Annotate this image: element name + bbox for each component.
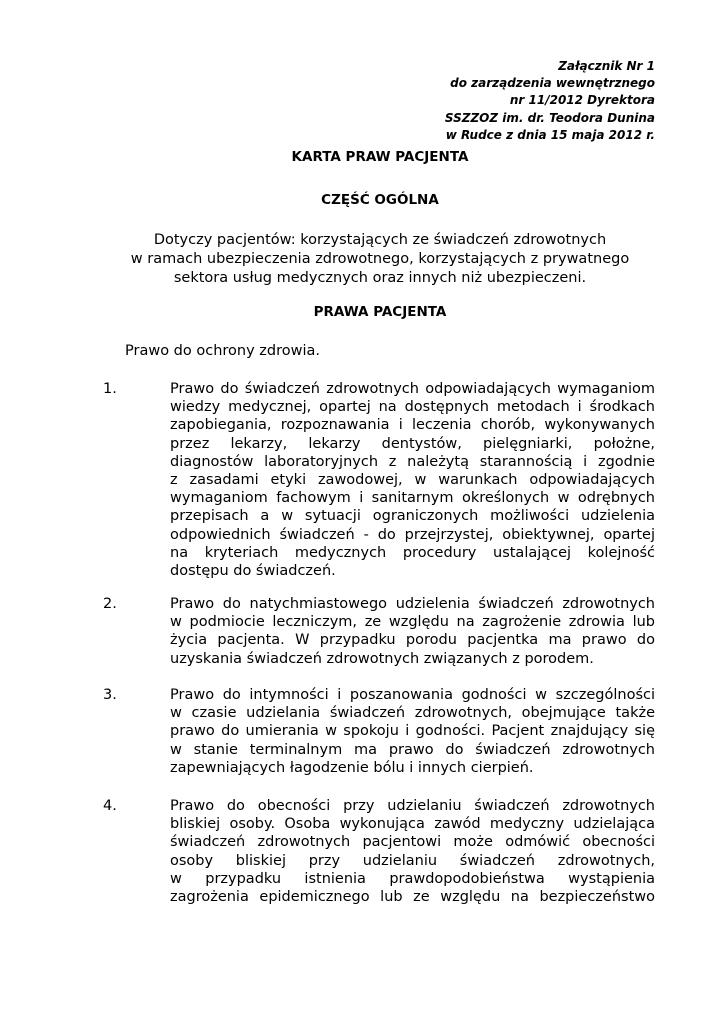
item-line: w podmiocie leczniczym, ze względu na zagrożenie zdrowia lub [170, 614, 655, 631]
item-line: zapewniających łagodzenie bólu i innych cierpień. [170, 759, 534, 776]
attachment-line: Załącznik Nr 1 [558, 59, 655, 73]
item-line: uzyskania świadczeń zdrowotnych związanych z porodem. [170, 650, 594, 667]
item-line: na kryteriach medycznych procedury ustalającej kolejność [170, 544, 655, 561]
item-line: życia pacjenta. W przypadku porodu pacjentka ma prawo do [170, 632, 655, 649]
attachment-note [445, 58, 655, 144]
item-text [170, 797, 655, 906]
item-line: przez lekarzy, lekarzy dentystów, pielęgniarki, położne, [170, 435, 655, 452]
item-number: 1. [103, 381, 117, 397]
item-text [170, 595, 655, 668]
item-number: 3. [103, 687, 117, 703]
subheading: Prawo do ochrony zdrowia. [125, 343, 320, 359]
item-line: prawo do umierania w spokoju i godności. Pacjent znajdujący się [170, 723, 655, 740]
section-title: CZĘŚĆ OGÓLNA [321, 192, 439, 208]
intro-line: Dotyczy pacjentów: korzystających ze świadczeń zdrowotnych [153, 232, 607, 248]
item-line: bliskiej osoby. Osoba wykonująca zawód medyczny udzielająca [170, 816, 655, 833]
item-line: Prawo do natychmiastowego udzielenia świadczeń zdrowotnych [170, 596, 655, 612]
item-line: dostępu do świadczeń. [170, 562, 336, 579]
item-line: zagrożenia epidemicznego lub ze względu na bezpieczeństwo [170, 888, 655, 905]
item-line: osoby bliskiej przy udzielaniu świadczeń zdrowotnych, [170, 852, 655, 869]
attachment-line: SSZZOZ im. dr. Teodora Dunina [444, 110, 655, 125]
item-line: diagnostów laboratoryjnych z należytą starannością i zgodnie [170, 453, 655, 470]
item-line: w przypadku istnienia prawdopodobieństwa wystąpienia [170, 870, 655, 887]
item-number: 2. [103, 596, 117, 612]
item-line: w stanie terminalnym ma prawo do świadczeń zdrowotnych [170, 741, 655, 758]
intro-paragraph [0, 231, 725, 288]
attachment-line: do zarządzenia wewnętrznego [450, 76, 655, 91]
rights-title: PRAWA PACJENTA [313, 304, 447, 320]
item-line: Prawo do intymności i poszanowania godności w szczególności [170, 687, 655, 703]
attachment-line: nr 11/2012 Dyrektora [509, 93, 655, 108]
item-text [170, 686, 655, 777]
intro-line: sektora usług medycznych oraz innych niż ubezpieczeni. [173, 270, 587, 286]
item-text [170, 380, 655, 580]
attachment-line: w Rudce z dnia 15 maja 2012 r. [445, 127, 655, 142]
item-line: świadczeń zdrowotnych pacjentowi może odmówić obecności [170, 834, 655, 851]
document-title: KARTA PRAW PACJENTA [291, 149, 469, 165]
item-line: w czasie udzielania świadczeń zdrowotnych, obejmujące także [170, 705, 655, 722]
item-line: z zasadami etyki zawodowej, w warunkach odpowiadających [170, 471, 655, 488]
item-line: wiedzy medycznej, opartej na dostępnych metodach i środkach [170, 399, 655, 416]
item-line: Prawo do obecności przy udzielaniu świadczeń zdrowotnych [170, 798, 655, 814]
intro-line: w ramach ubezpieczenia zdrowotnego, korzystających z prywatnego [130, 251, 630, 267]
item-line: Prawo do świadczeń zdrowotnych odpowiadających wymaganiom [170, 381, 655, 397]
item-line: zapobiegania, rozpoznawania i leczenia chorób, wykonywanych [170, 417, 655, 434]
item-number: 4. [103, 798, 117, 814]
item-line: wymaganiom fachowym i sanitarnym określonych w odrębnych [170, 490, 655, 507]
item-line: odpowiednich świadczeń - do przejrzystej, obiektywnej, opartej [170, 526, 655, 543]
item-line: przepisach a w sytuacji ograniczonych możliwości udzielenia [170, 508, 655, 525]
